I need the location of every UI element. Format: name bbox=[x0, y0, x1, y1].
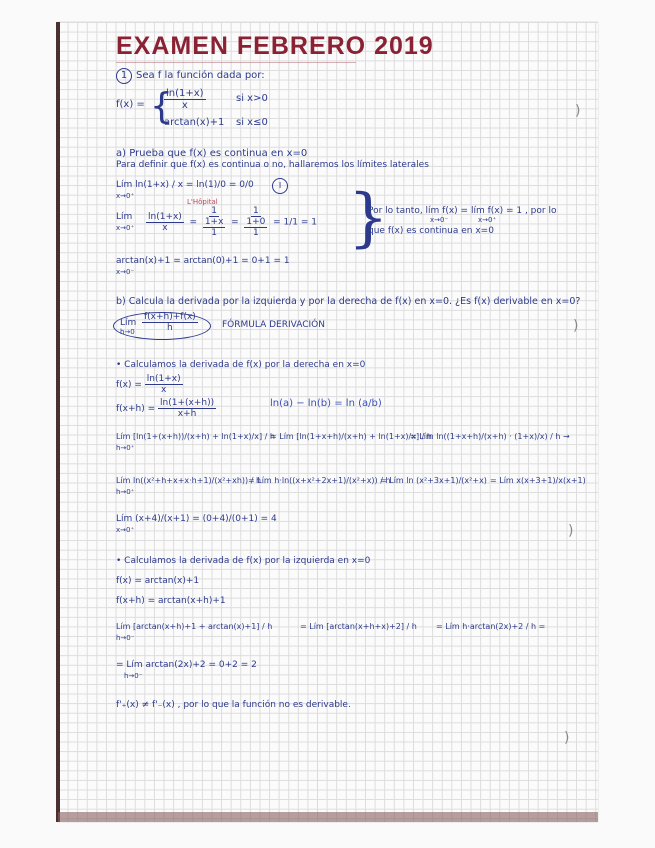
limit-1: Lím ln(1+x) / x = ln(1)/0 = 0/0 bbox=[116, 180, 254, 190]
conclusion-sub-b: x→0⁺ bbox=[478, 216, 497, 224]
right-step-1b: = Lím [ln(1+x+h)/(x+h) + ln(1+x)/x] / h bbox=[270, 432, 432, 441]
problem-intro: Sea f la función dada por: bbox=[136, 70, 265, 81]
limit-2-label: Lím bbox=[116, 212, 133, 222]
formula-label: FÓRMULA DERIVACIÓN bbox=[222, 320, 325, 330]
left-fxh: f(x+h) = arctan(x+h)+1 bbox=[116, 596, 226, 606]
formula-sub: h→0 bbox=[120, 328, 135, 336]
step1-den: 1 bbox=[211, 228, 217, 238]
right-h-sub-2: h→0⁺ bbox=[116, 488, 135, 496]
right-result: Lím (x+4)/(x+1) = (0+4)/(0+1) = 4 bbox=[116, 514, 277, 524]
left-result: = Lím arctan(2x)+2 = 0+2 = 2 bbox=[116, 660, 257, 670]
lhopital-note: L'Hôpital bbox=[187, 198, 218, 206]
conclusion-brace: } bbox=[348, 181, 389, 255]
conclusion-line-2: que f(x) es continua en x=0 bbox=[368, 226, 494, 236]
part-b-heading: b) Calcula la derivada por la izquierda y por la derecha de f(x) en x=0. ¿Es f(x) derivable en x=0? bbox=[116, 296, 581, 307]
step3: 1/1 = 1 bbox=[283, 217, 317, 228]
right-fx-fraction bbox=[145, 374, 183, 395]
right-derivative-heading: • Calculamos la derivada de f(x) por la derecha en x=0 bbox=[116, 360, 366, 370]
right-fxh-den: x+h bbox=[177, 409, 197, 419]
piece1-condition: si x>0 bbox=[236, 93, 268, 104]
left-step-1: Lím [arctan(x+h)+1 + arctan(x)+1] / h bbox=[116, 622, 273, 631]
left-fx: f(x) = arctan(x)+1 bbox=[116, 576, 200, 586]
left-derivative-heading: • Calculamos la derivada de f(x) por la izquierda en x=0 bbox=[116, 556, 371, 566]
piece1-fraction bbox=[164, 88, 206, 111]
piece1-numerator: ln(1+x) bbox=[166, 88, 204, 99]
margin-mark: ) bbox=[573, 318, 579, 334]
limit-2-step2 bbox=[244, 206, 267, 238]
indeterminate-mark: I bbox=[272, 178, 288, 194]
step1-num: 1 bbox=[211, 206, 217, 216]
step2-den: 1 bbox=[253, 228, 259, 238]
part-a-heading: a) Prueba que f(x) es continua en x=0 bbox=[116, 148, 308, 159]
right-fx-num: ln(1+x) bbox=[146, 374, 181, 384]
right-x-sub: x→0⁺ bbox=[116, 526, 135, 534]
right-fxh-fraction bbox=[158, 398, 216, 419]
right-step-2d: = Lím x(x+3+1)/x(x+1) bbox=[490, 476, 586, 485]
problem-number: 1 bbox=[116, 68, 132, 84]
formula-num: f(x+h)+f(x) bbox=[144, 312, 196, 322]
page-title: EXAMEN FEBRERO 2019 bbox=[116, 32, 434, 60]
margin-mark: ) bbox=[575, 103, 581, 119]
notebook-page: ) ) ) ) EXAMEN FEBRERO 2019 1 Sea f la función dada por: f(x) = { $\frac{\ln(1+x)}{x}$ si x>0 arctan(x)+1 si x≤0 a) Prueba que f(x) es continua en x=0 Para definir que f(x) es continua o no, hallaremos los límites laterales Lím ln(1+x) / x = ln(1)/0 = 0/0 I x→0⁺ L'Hôpital Lím x→0⁺ $\frac{\ln(1+x)}{x}$ = 1 1+x 1 = 1 1+0 1 = 1/1 = 1 arctan(x)+1 = arctan(0)+1 = 0+1 = 1 x→0⁻ } Por lo tanto, lím f(x) = lím f(x) = 1 , por lo x→0⁻ x→0⁺ que f(x) es continua en x=0 b) Calcula la derivada por la izquierda y por la derecha de f(x) en x=0. ¿Es f(x) derivable en x=0? Lím h→0 $\frac{f(x+h)+f(x)}{h}$ FÓRMULA DERIVACIÓN • Calculamos la derivada de f(x) por la derecha en x=0 f(x) = $\frac{\ln(1+x)}{x}$ f(x+h) = $\frac{\ln(1+(x+h))}{x+h}$ ln(a) − ln(b) = ln (a/b) Lím [ln(1+(x+h))/(x+h) + ln(1+x)/x] / h = Lím [ln(1+x+h)/(x+h) + ln(1+x)/x] / h = Lím ln((1+x+h)/(x+h) · (1+x)/x) / h → h→0⁺ Lím ln((x²+h+x+x·h+1)/(x²+xh)) / h = Lím h·ln((x+x²+2x+1)/(x²+x)) / h = Lím ln (x²+3x+1)/(x²+x) = Lím x(x+3+1)/x(x+1) h→0⁺ Lím (x+4)/(x+1) = (0+4)/(0+1) = 4 x→0⁺ • Calculamos la derivada de f(x) por la izquierda en x=0 f(x) = arctan(x)+1 f(x+h) = arctan(x+h)+1 Lím [arctan(x+h)+1 + arctan(x)+1] / h = Lím [arctan(x+h+x)+2] / h = Lím h·arctan(2x)+2 / h = h→0⁻ = Lím arctan(2x)+2 = 0+2 = 2 h→0⁻ f'₊(x) ≠ f'₋(x) , por lo que la función no es derivable. bbox=[0, 0, 655, 848]
right-fxh-num: ln(1+(x+h)) bbox=[160, 398, 215, 408]
limit-2-fraction bbox=[146, 212, 184, 233]
final-conclusion: f'₊(x) ≠ f'₋(x) , por lo que la función no es derivable. bbox=[116, 700, 351, 710]
limit-2-den: x bbox=[162, 222, 168, 233]
left-h-sub: h→0⁻ bbox=[116, 634, 135, 642]
log-rule: ln(a) − ln(b) = ln (a/b) bbox=[270, 398, 382, 409]
limit-2-step1 bbox=[203, 206, 226, 238]
margin-mark: ) bbox=[564, 730, 570, 746]
part-a-note: Para definir que f(x) es continua o no, hallaremos los límites laterales bbox=[116, 160, 429, 170]
margin-mark: ) bbox=[568, 523, 574, 539]
right-fxh: f(x+h) = bbox=[116, 404, 156, 414]
right-step-2b: = Lím h·ln((x+x²+2x+1)/(x²+x)) / h bbox=[248, 476, 391, 485]
limit-1-sub: x→0⁺ bbox=[116, 192, 135, 200]
formula-lim: Lím bbox=[120, 318, 137, 328]
right-fx-den: x bbox=[161, 385, 167, 395]
title-underline bbox=[116, 62, 356, 63]
right-step-1: Lím [ln(1+(x+h))/(x+h) + ln(1+x)/x] / h bbox=[116, 432, 275, 441]
piece2-condition: si x≤0 bbox=[236, 117, 268, 128]
piece2-expression: arctan(x)+1 bbox=[164, 117, 225, 128]
formula-den: h bbox=[167, 323, 173, 333]
step1-mid: 1+x bbox=[204, 217, 224, 227]
left-step-1c: = Lím h·arctan(2x)+2 / h = bbox=[436, 622, 546, 631]
limit-3: arctan(x)+1 = arctan(0)+1 = 0+1 = 1 bbox=[116, 256, 290, 266]
left-result-sub: h→0⁻ bbox=[124, 672, 143, 680]
right-step-1c: = Lím ln((1+x+h)/(x+h) · (1+x)/x) / h → bbox=[410, 432, 570, 441]
notebook-binding bbox=[56, 22, 60, 822]
step2-num: 1 bbox=[253, 206, 259, 216]
limit-2-sub: x→0⁺ bbox=[116, 224, 135, 232]
right-fx: f(x) = bbox=[116, 380, 142, 390]
right-step-2: Lím ln((x²+h+x+x·h+1)/(x²+xh)) / h bbox=[116, 476, 262, 485]
limit-2-num: ln(1+x) bbox=[148, 211, 182, 222]
right-h-sub-1: h→0⁺ bbox=[116, 444, 135, 452]
conclusion-line-1: Por lo tanto, lím f(x) = lím f(x) = 1 , por lo bbox=[368, 206, 557, 216]
step2-mid: 1+0 bbox=[246, 217, 266, 227]
conclusion-sub-a: x→0⁻ bbox=[430, 216, 449, 224]
function-label: f(x) = bbox=[116, 99, 145, 110]
page-bottom-edge bbox=[58, 812, 598, 822]
piece1-denominator: x bbox=[181, 100, 188, 111]
limit-3-sub: x→0⁻ bbox=[116, 268, 135, 276]
right-step-2c: = Lím ln (x²+3x+1)/(x²+x) bbox=[380, 476, 487, 485]
left-step-1b: = Lím [arctan(x+h+x)+2] / h bbox=[300, 622, 417, 631]
formula-fraction bbox=[142, 312, 198, 333]
piecewise-brace: { bbox=[150, 86, 173, 127]
